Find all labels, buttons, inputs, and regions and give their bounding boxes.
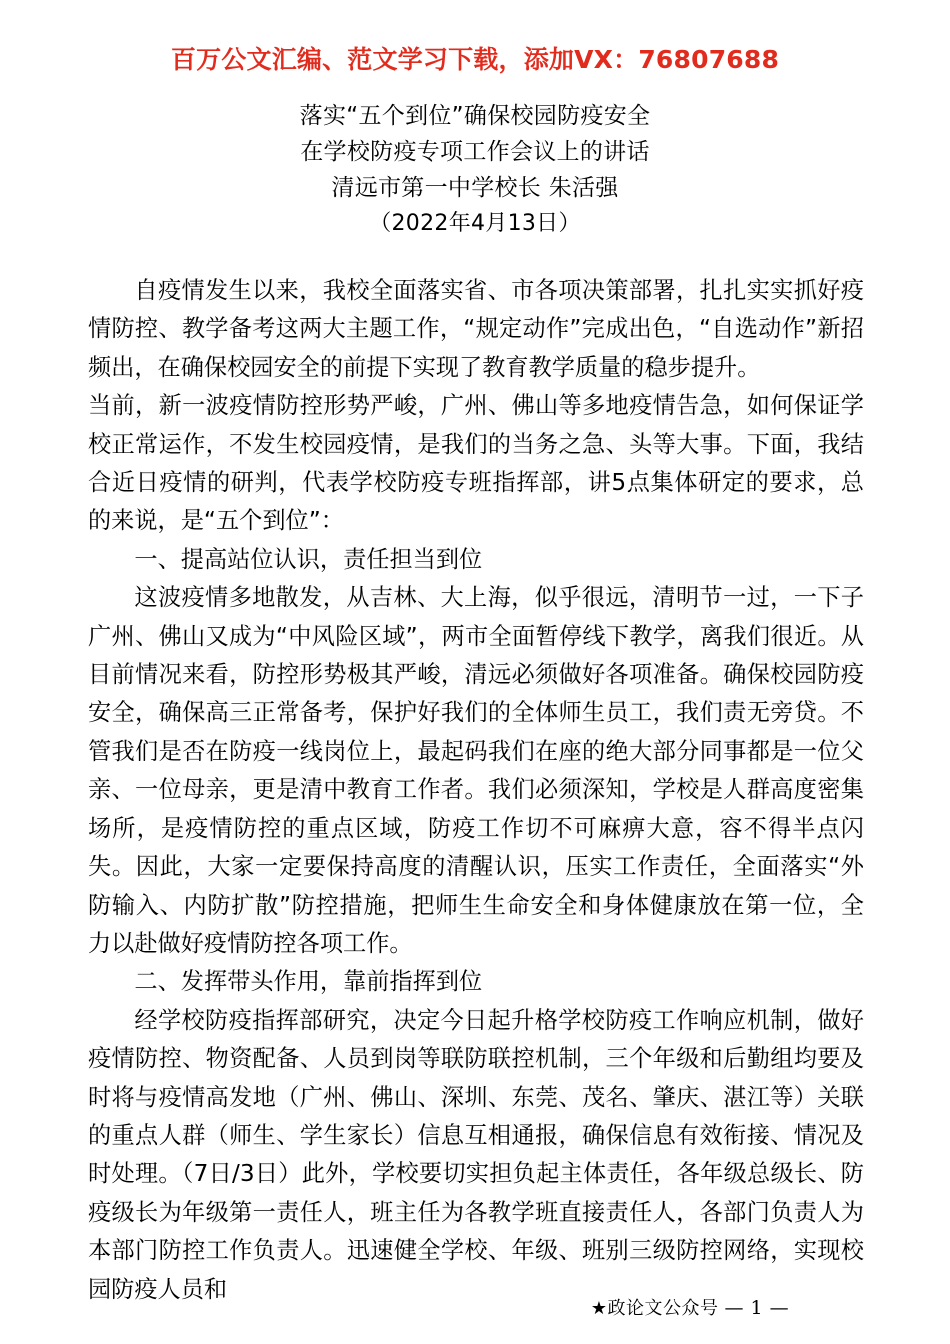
page-footer	[0, 1295, 950, 1322]
footer-brand-label: ★政论文公众号	[590, 1298, 719, 1319]
footer-inner	[591, 1295, 789, 1322]
paragraph-opening: 自疫情发生以来，我校全面落实省、市各项决策部署，扎扎实实抓好疫情防控、教学备考这两大主题工作，“规定动作”完成出色，“自选动作”新招频出，在确保校园安全的前提下实现了教育教学质量的稳步提升。	[88, 277, 864, 381]
page-number: — 1 —	[724, 1297, 790, 1319]
paragraph-section-1-body: 这波疫情多地散发，从吉林、大上海，似乎很远，清明节一过，一下子广州、佛山又成为“中风险区域”，两市全面暂停线下教学，离我们很近。从目前情况来看，防控形势极其严峻，清远必须做好各项准备。确保校园防疫安全，确保高三正常备考，保护好我们的全体师生员工，我们责无旁贷。不管我们是否在防疫一线岗位上，最起码我们在座的绝大部分同事都是一位父亲、一位母亲，更是清中教育工作者。我们必须深知，学校是人群高度密集场所，是疫情防控的重点区域，防疫工作切不可麻痹大意，容不得半点闪失。因此，大家一定要保持高度的清醒认识，压实工作责任，全面落实“外防输入、内防扩散”防控措施，把师生生命安全和身体健康放在第一位，全力以赴做好疫情防控各项工作。	[88, 584, 864, 957]
promo-watermark-text: 百万公文汇编、范文学习下载，添加VX：76807688	[170, 45, 780, 74]
document-body	[88, 272, 864, 1309]
title-line-1: 落实“五个到位”确保校园防疫安全	[299, 103, 651, 129]
section-heading-1: 一、提高站位认识，责任担当到位	[134, 545, 483, 573]
title-line-3-author: 清远市第一中学校长 朱活强	[331, 175, 619, 201]
section-heading-2: 二、发挥带头作用，靠前指挥到位	[134, 968, 483, 996]
title-line-2: 在学校防疫专项工作会议上的讲话	[300, 139, 650, 165]
document-title-block	[88, 98, 862, 242]
title-date: （2022年4月13日）	[369, 211, 581, 236]
paragraph-current-situation: 当前，新一波疫情防控形势严峻，广州、佛山等多地疫情告急，如何保证学校正常运作，不发生校园疫情，是我们的当务之急、头等大事。下面，我结合近日疫情的研判，代表学校防疫专班指挥部，讲5点集体研定的要求，总的来说，是“五个到位”：	[88, 392, 864, 535]
paragraph-section-2-body: 经学校防疫指挥部研究，决定今日起升格学校防疫工作响应机制，做好疫情防控、物资配备、人员到岗等联防联控机制，三个年级和后勤组均要及时将与疫情高发地（广州、佛山、深圳、东莞、茂名、肇庆、湛江等）关联的重点人群（师生、学生家长）信息互相通报，确保信息有效衔接、情况及时处理。（7日/3日）此外，学校要切实担负起主体责任，各年级总级长、防疫级长为年级第一责任人，班主任为各教学班直接责任人，各部门负责人为本部门防控工作负责人。迅速健全学校、年级、班别三级防控网络，实现校园防疫人员和	[88, 1006, 864, 1303]
